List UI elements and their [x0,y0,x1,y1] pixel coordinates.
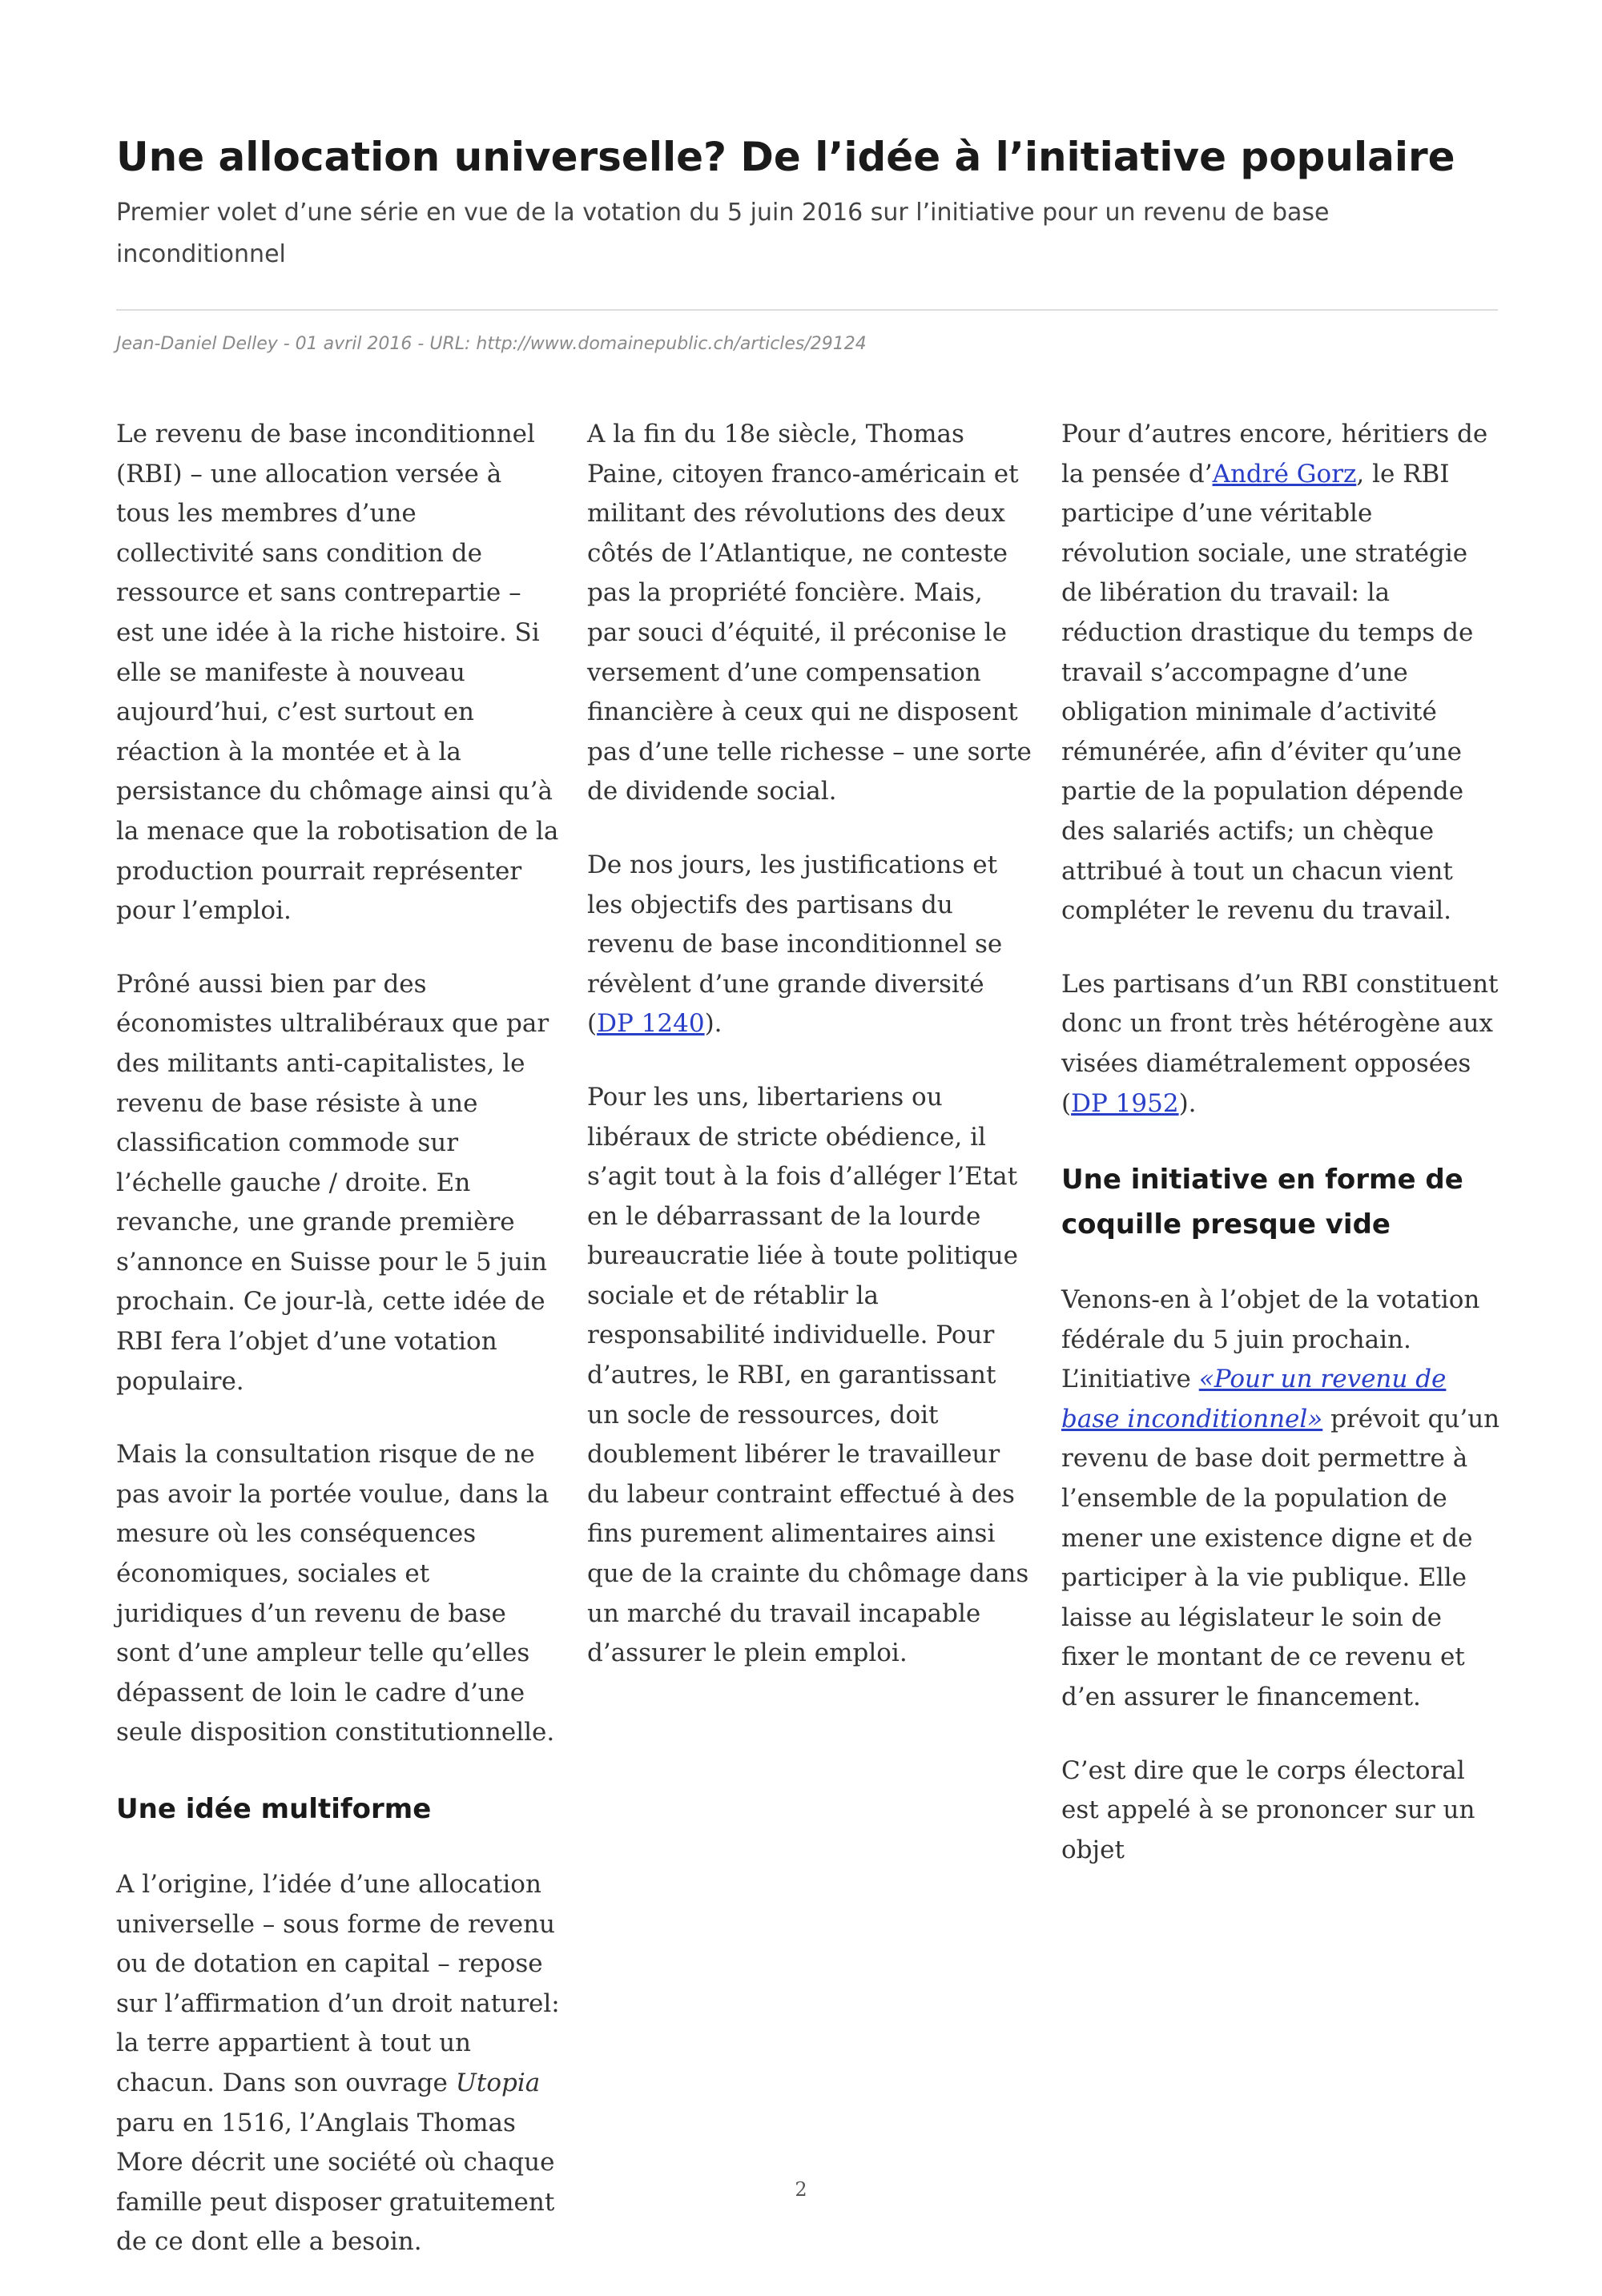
paragraph-2: Prôné aussi bien par des économistes ultralibéraux que par des militants anti-capitalistes, le revenu de base résiste à une classification commode sur l’échelle gauche / droite. En revanche, une grande première s’annonce en Suisse pour le 5 juin prochain. Ce jour-là, cette idée de RBI fera l’objet d’une votation populaire. [116,969,549,1396]
article-subtitle: Premier volet d’une série en vue de la votation du 5 juin 2016 sur l’initiative pour un revenu de base inconditionnel [116,199,1330,268]
paragraph-4-text: A l’origine, l’idée d’une allocation universelle – sous forme de revenu ou de dotation en capital – repose sur l’affirmation d’un droit naturel: la terre appartient à tout un chacun. Dans son ouvrage [116,1870,560,2097]
page-number: 2 [795,2178,807,2201]
paragraph-9-text: Les partisans d’un RBI constituent donc un front très hétérogène aux visées diamétralement opposées ( [1061,969,1499,1118]
article-title: Une allocation universelle? De l’idée à l’initiative populaire [116,134,1455,180]
section-heading-2: Une initiative en forme de coquille presque vide [1061,1164,1463,1241]
dp-1952-link[interactable]: DP 1952 [1071,1088,1179,1118]
column-2 [587,415,1032,1707]
paragraph-10-rest: prévoit qu’un revenu de base doit permettre à l’ensemble de la population de mener une existence digne et de participer à la vie publique. Elle laisse au législateur le soin de fixer le montant de ce revenu et d’en assurer le financement. [1061,1404,1500,1712]
paragraph-5: A la fin du 18e siècle, Thomas Paine, citoyen franco-américain et militant des révolutions des deux côtés de l’Atlantique, ne conteste pas la propriété foncière. Mais, par souci d’équité, il préconise le versement d’une compensation financière à ceux qui ne disposent pas d’une telle richesse – une sorte de dividende social. [587,420,1032,806]
utopia-title: Utopia [455,2068,541,2097]
paragraph-10 [1061,1281,1506,1718]
initiative-link-text: «Pour un revenu de base inconditionnel» [1061,1365,1447,1433]
article-meta: Jean-Daniel Delley - 01 avril 2016 - URL: http://www.domainepublic.ch/articles/29124 [116,334,867,354]
section-heading-1: Une idée multiforme [116,1793,432,1825]
paragraph-10-text: Venons-en à l’objet de la votation fédérale du 5 juin prochain. L’initiative [1061,1285,1480,1394]
header-divider [116,309,1498,311]
paragraph-11: C’est dire que le corps électoral est appelé à se prononcer sur un objet [1061,1755,1475,1864]
andre-gorz-link[interactable]: André Gorz [1212,459,1357,489]
paragraph-9-end: ). [1178,1088,1197,1118]
paragraph-6 [587,846,1032,1044]
paragraph-6-text: De nos jours, les justifications et les objectifs des partisans du revenu de base inconditionnel se révèlent d’une grande diversité ( [587,850,1003,1039]
paragraph-1: Le revenu de base inconditionnel (RBI) – une allocation versée à tous les membres d’une collectivité sans condition de ressource et sans contrepartie – est une idée à la riche histoire. Si elle se manifeste à nouveau aujourd’hui, c’est surtout en réaction à la montée et à la persistance du chômage ainsi qu’à la menace que la robotisation de la production pourrait représenter pour l’emploi. [116,420,559,926]
dp-1240-link[interactable]: DP 1240 [597,1009,705,1039]
column-1 [116,415,561,2296]
paragraph-8-rest: , le RBI participe d’une véritable révolution sociale, une stratégie de libération du travail: la réduction drastique du temps de travail s’accompagne d’une obligation minimale d’activité rémunérée, afin d’éviter qu’une partie de la population dépende des salariés actifs; un chèque attribué à tout un chacun vient compléter le revenu du travail. [1061,459,1474,926]
paragraph-7: Pour les uns, libertariens ou libéraux de stricte obédience, il s’agit tout à la fois d’alléger l’Etat en le débarrassant de la lourde bureaucratie liée à toute politique sociale et de rétablir la responsabilité individuelle. Pour d’autres, le RBI, en garantissant un socle de ressources, doit doublement libérer le travailleur du labeur contraint effectué à des fins purement alimentaires ainsi que de la crainte du chômage dans un marché du travail incapable d’assurer le plein emploi. [587,1082,1029,1668]
paragraph-4 [116,1865,561,2262]
column-3 [1061,415,1506,1904]
paragraph-3: Mais la consultation risque de ne pas avoir la portée voulue, dans la mesure où les conséquences économiques, sociales et juridiques d’un revenu de base sont d’une ampleur telle qu’elles dépassent de loin le cadre d’une seule disposition constitutionnelle. [116,1440,555,1747]
paragraph-4-rest: paru en 1516, l’Anglais Thomas More décrit une société où chaque famille peut disposer gratuitement de ce dont elle a besoin. [116,2108,555,2257]
paragraph-8 [1061,415,1506,931]
paragraph-9 [1061,965,1506,1124]
paragraph-8-text: Pour d’autres encore, héritiers de la pensée d’ [1061,420,1488,489]
paragraph-6-end: ). [704,1009,723,1039]
